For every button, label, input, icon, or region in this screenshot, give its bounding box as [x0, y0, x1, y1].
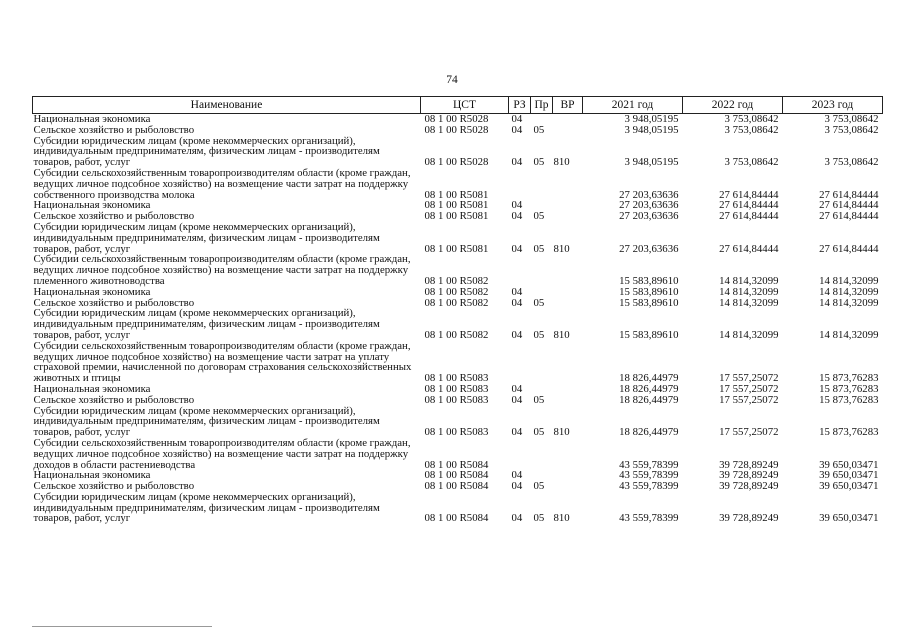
budget-table [32, 96, 883, 524]
cell-pr [531, 287, 553, 298]
header-vr: ВР [553, 97, 583, 114]
cell-rz: 04 [511, 285, 523, 298]
table-row [33, 254, 883, 286]
cell-cst: 08 1 00 R5028 [424, 123, 489, 136]
cell-rz: 04 [511, 199, 523, 212]
table-row [33, 287, 883, 298]
cell-pr: 05 [533, 296, 545, 309]
cell-y2023: 39 650,03471 [819, 458, 879, 471]
cell-vr [553, 341, 583, 384]
cell-name: Сельское хозяйство и рыболовство [33, 393, 195, 406]
table-row [33, 492, 883, 524]
cell-y2023: 27 614,84444 [819, 199, 879, 212]
cell-y2021: 27 203,63636 [619, 210, 679, 223]
cell-vr [553, 211, 583, 222]
header-pr: Пр [531, 97, 553, 114]
header-rz: РЗ [509, 97, 531, 114]
cell-cst: 08 1 00 R5081 [424, 242, 489, 255]
cell-name: Сельское хозяйство и рыболовство [33, 296, 195, 309]
bottom-rule [32, 626, 212, 627]
cell-y2021: 27 203,63636 [619, 199, 679, 212]
cell-y2021: 43 559,78399 [619, 458, 679, 471]
table-row [33, 125, 883, 136]
cell-rz: 04 [511, 480, 523, 493]
cell-y2021: 18 826,44979 [619, 372, 679, 385]
cell-cst: 08 1 00 R5083 [424, 372, 489, 385]
cell-y2023: 39 650,03471 [819, 480, 879, 493]
table-row [33, 406, 883, 438]
cell-name: Субсидии сельскохозяйственным товаропроизводителям области (кроме граждан, ведущих личное подсобное хозяйство) на возмещение части затрат на поддержку собственного производства молока [33, 166, 411, 201]
cell-rz [509, 438, 531, 470]
table-body [33, 114, 883, 525]
cell-vr [553, 481, 583, 492]
cell-pr: 05 [533, 328, 545, 341]
cell-rz: 04 [511, 512, 523, 525]
cell-y2023: 15 873,76283 [819, 382, 879, 395]
header-name: Наименование [33, 97, 421, 114]
cell-y2022: 14 814,32099 [719, 296, 779, 309]
cell-cst: 08 1 00 R5028 [424, 156, 489, 169]
cell-cst: 08 1 00 R5084 [424, 480, 489, 493]
cell-cst: 08 1 00 R5083 [424, 426, 489, 439]
cell-cst: 08 1 00 R5082 [424, 296, 489, 309]
cell-y2022: 17 557,25072 [719, 382, 779, 395]
cell-y2023: 3 753,08642 [824, 123, 879, 136]
cell-y2023: 14 814,32099 [819, 274, 879, 287]
cell-y2021: 3 948,05195 [624, 113, 679, 125]
cell-vr [553, 470, 583, 481]
cell-rz: 04 [511, 242, 523, 255]
cell-rz: 04 [511, 296, 523, 309]
table-row [33, 395, 883, 406]
cell-rz: 04 [511, 469, 523, 482]
cell-y2022: 17 557,25072 [719, 393, 779, 406]
cell-rz [509, 168, 531, 200]
header-2023: 2023 год [783, 97, 883, 114]
cell-y2021: 43 559,78399 [619, 512, 679, 525]
cell-cst: 08 1 00 R5083 [424, 382, 489, 395]
header-2021: 2021 год [583, 97, 683, 114]
cell-name: Субсидии юридическим лицам (кроме некоммерческих организаций), индивидуальным предпринимателям, физическим лицам - производителям товаров, работ, услуг [33, 490, 380, 525]
cell-name: Субсидии сельскохозяйственным товаропроизводителям области (кроме граждан, ведущих личное подсобное хозяйство) на возмещение части затрат на поддержку доходов в области растениеводства [33, 436, 411, 471]
cell-cst: 08 1 00 R5084 [424, 469, 489, 482]
cell-cst: 08 1 00 R5084 [424, 512, 489, 525]
cell-name: Субсидии сельскохозяйственным товаропроизводителям области (кроме граждан, ведущих личное подсобное хозяйство) на возмещение части затрат на поддержку племенного животноводства [33, 253, 411, 287]
cell-name: Национальная экономика [33, 285, 151, 298]
cell-name: Национальная экономика [33, 469, 151, 482]
cell-vr [553, 298, 583, 309]
cell-pr: 05 [533, 123, 545, 136]
cell-y2021: 18 826,44979 [619, 393, 679, 406]
cell-cst: 08 1 00 R5081 [424, 210, 489, 223]
cell-name: Сельское хозяйство и рыболовство [33, 123, 195, 136]
cell-y2022: 39 728,89249 [719, 480, 779, 493]
cell-vr: 810 [553, 512, 570, 525]
cell-y2022: 3 753,08642 [724, 113, 779, 125]
table-row [33, 308, 883, 340]
cell-rz: 04 [511, 156, 523, 169]
cell-y2022: 14 814,32099 [719, 274, 779, 287]
cell-rz [509, 254, 531, 286]
cell-vr [553, 287, 583, 298]
cell-pr: 05 [533, 512, 545, 525]
cell-y2021: 18 826,44979 [619, 426, 679, 439]
cell-pr: 05 [533, 156, 545, 169]
cell-cst: 08 1 00 R5084 [424, 458, 489, 471]
cell-pr: 05 [533, 242, 545, 255]
cell-y2021: 43 559,78399 [619, 480, 679, 493]
cell-name: Национальная экономика [33, 113, 151, 125]
page-number: 74 [446, 74, 458, 86]
cell-y2022: 27 614,84444 [719, 210, 779, 223]
cell-y2021: 15 583,89610 [619, 274, 679, 287]
cell-y2023: 27 614,84444 [819, 242, 879, 255]
cell-y2023: 14 814,32099 [819, 285, 879, 298]
cell-y2021: 15 583,89610 [619, 328, 679, 341]
cell-pr [531, 168, 553, 200]
cell-y2021: 15 583,89610 [619, 296, 679, 309]
cell-cst: 08 1 00 R5082 [424, 328, 489, 341]
cell-y2021: 3 948,05195 [624, 156, 679, 169]
cell-rz: 04 [511, 393, 523, 406]
cell-name: Сельское хозяйство и рыболовство [33, 480, 195, 493]
cell-name: Субсидии юридическим лицам (кроме некоммерческих организаций), индивидуальным предпринимателям, физическим лицам - производителям товаров, работ, услуг [33, 220, 380, 255]
cell-y2022: 14 814,32099 [719, 285, 779, 298]
cell-y2022: 39 728,89249 [719, 469, 779, 482]
header-row [33, 97, 883, 114]
cell-rz: 04 [511, 382, 523, 395]
cell-y2023: 39 650,03471 [819, 512, 879, 525]
cell-vr [553, 254, 583, 286]
cell-y2021: 27 203,63636 [619, 188, 679, 201]
cell-vr [553, 114, 583, 125]
cell-cst: 08 1 00 R5082 [424, 274, 489, 287]
cell-y2021: 15 583,89610 [619, 285, 679, 298]
cell-vr [553, 395, 583, 406]
cell-y2023: 15 873,76283 [819, 393, 879, 406]
cell-vr [553, 200, 583, 211]
table-header [33, 97, 883, 114]
cell-name: Субсидии юридическим лицам (кроме некоммерческих организаций), индивидуальным предпринимателям, физическим лицам - производителям товаров, работ, услуг [33, 134, 380, 169]
cell-pr: 05 [533, 426, 545, 439]
cell-vr: 810 [553, 242, 570, 255]
cell-y2022: 3 753,08642 [724, 123, 779, 136]
cell-y2021: 3 948,05195 [624, 123, 679, 136]
cell-name: Национальная экономика [33, 382, 151, 395]
cell-cst: 08 1 00 R5083 [424, 393, 489, 406]
cell-y2023: 39 650,03471 [819, 469, 879, 482]
cell-y2023: 15 873,76283 [819, 426, 879, 439]
cell-pr: 05 [533, 393, 545, 406]
cell-vr: 810 [553, 426, 570, 439]
cell-y2022: 17 557,25072 [719, 372, 779, 385]
header-2022: 2022 год [683, 97, 783, 114]
cell-pr [531, 438, 553, 470]
cell-rz: 04 [511, 210, 523, 223]
table-row [33, 438, 883, 470]
cell-name: Сельское хозяйство и рыболовство [33, 210, 195, 223]
cell-y2022: 17 557,25072 [719, 426, 779, 439]
cell-vr: 810 [553, 156, 570, 169]
cell-y2022: 39 728,89249 [719, 512, 779, 525]
cell-y2023: 3 753,08642 [824, 113, 879, 125]
cell-name: Субсидии сельскохозяйственным товаропроизводителям области (кроме граждан, ведущих личное подсобное хозяйство) на возмещение части затрат на уплату страховой премии, начисленной по договорам страхования сельскохозяйственных животных и птицы [33, 339, 412, 385]
cell-vr [553, 438, 583, 470]
cell-cst: 08 1 00 R5082 [424, 285, 489, 298]
cell-y2021: 43 559,78399 [619, 469, 679, 482]
cell-cst: 08 1 00 R5028 [424, 113, 489, 125]
cell-y2022: 3 753,08642 [724, 156, 779, 169]
cell-y2022: 39 728,89249 [719, 458, 779, 471]
cell-rz: 04 [511, 123, 523, 136]
cell-y2022: 27 614,84444 [719, 242, 779, 255]
cell-cst: 08 1 00 R5081 [424, 199, 489, 212]
cell-y2021: 18 826,44979 [619, 382, 679, 395]
table-row [33, 222, 883, 254]
cell-rz: 04 [511, 113, 523, 125]
cell-rz: 04 [511, 426, 523, 439]
cell-name: Национальная экономика [33, 199, 151, 212]
cell-name: Субсидии юридическим лицам (кроме некоммерческих организаций), индивидуальным предпринимателям, физическим лицам - производителям товаров, работ, услуг [33, 307, 380, 341]
cell-vr [553, 384, 583, 395]
cell-y2023: 14 814,32099 [819, 296, 879, 309]
cell-name: Субсидии юридическим лицам (кроме некоммерческих организаций), индивидуальным предпринимателям, физическим лицам - производителям товаров, работ, услуг [33, 404, 380, 439]
cell-pr: 05 [533, 210, 545, 223]
cell-vr: 810 [553, 328, 570, 341]
cell-y2022: 27 614,84444 [719, 199, 779, 212]
cell-rz [509, 341, 531, 384]
table-row [33, 341, 883, 384]
cell-pr: 05 [533, 480, 545, 493]
table-row [33, 168, 883, 200]
cell-y2022: 27 614,84444 [719, 188, 779, 201]
cell-y2022: 14 814,32099 [719, 328, 779, 341]
cell-y2021: 27 203,63636 [619, 242, 679, 255]
cell-vr [553, 168, 583, 200]
cell-pr [531, 254, 553, 286]
cell-vr [553, 125, 583, 136]
cell-y2023: 14 814,32099 [819, 328, 879, 341]
cell-cst: 08 1 00 R5081 [424, 188, 489, 201]
cell-y2023: 3 753,08642 [824, 156, 879, 169]
cell-pr [531, 341, 553, 384]
cell-y2023: 27 614,84444 [819, 188, 879, 201]
table-row [33, 136, 883, 168]
cell-rz: 04 [511, 328, 523, 341]
cell-y2023: 15 873,76283 [819, 372, 879, 385]
cell-y2023: 27 614,84444 [819, 210, 879, 223]
header-cst: ЦСТ [421, 97, 509, 114]
